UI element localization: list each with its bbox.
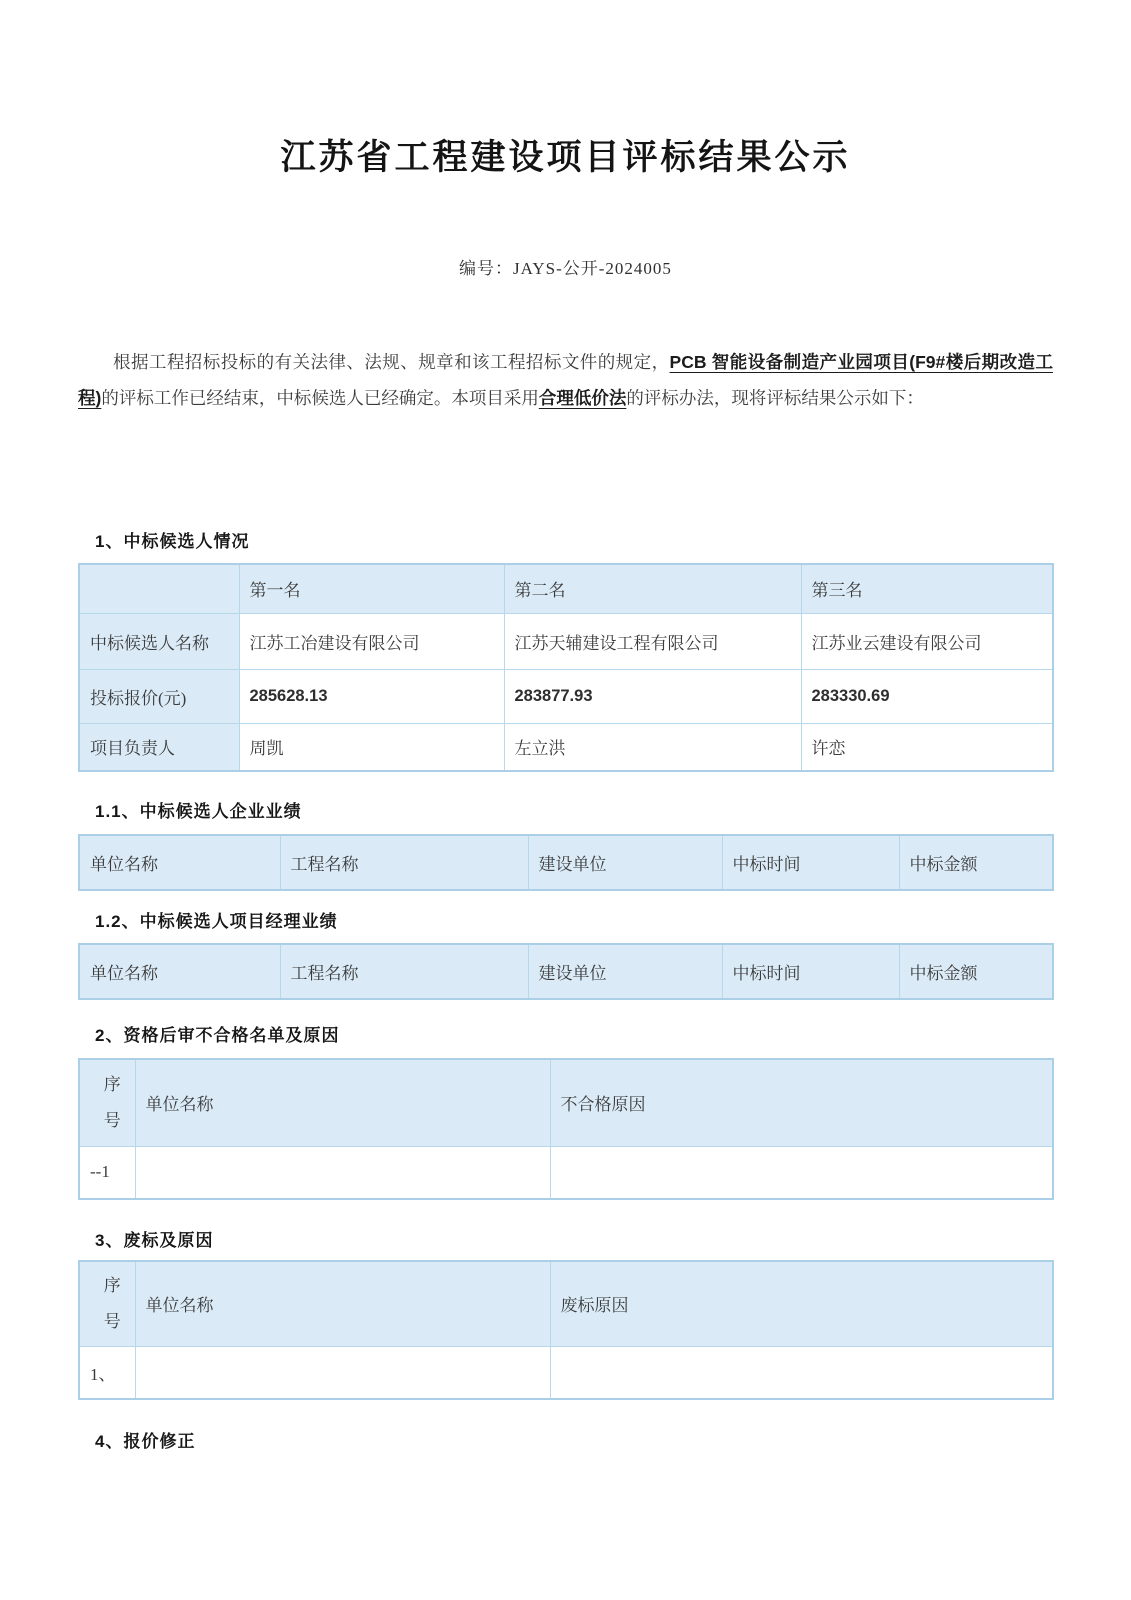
row-label: 项目负责人 xyxy=(79,723,239,771)
unit-name-header: 单位名称 xyxy=(135,1261,550,1346)
intro-paragraph xyxy=(78,344,1053,416)
section-1-heading: 1、中标候选人情况 xyxy=(95,532,250,551)
rank-3-header: 第三名 xyxy=(801,564,1053,613)
unit-name-header: 单位名称 xyxy=(135,1059,550,1146)
candidates-header-row xyxy=(79,564,1053,613)
candidate-1-price: 285628.13 xyxy=(239,669,504,723)
candidate-name-row xyxy=(79,613,1053,669)
disqualify-reason-cell xyxy=(550,1146,1053,1199)
section-1-1-heading: 1.1、中标候选人企业业绩 xyxy=(95,802,302,821)
candidate-3-price: 283330.69 xyxy=(801,669,1053,723)
index-header-label: 序号 xyxy=(103,1075,121,1130)
index-header xyxy=(79,1261,135,1346)
section-1-2-heading: 1.2、中标候选人项目经理业绩 xyxy=(95,912,338,931)
rejected-data-row xyxy=(79,1346,1053,1399)
unit-name-header: 单位名称 xyxy=(79,944,280,999)
manager-performance-header-row xyxy=(79,944,1053,999)
candidate-1-name: 江苏工冶建设有限公司 xyxy=(239,613,504,669)
rank-2-header: 第二名 xyxy=(504,564,801,613)
award-amount-header: 中标金额 xyxy=(899,835,1053,890)
row-label: 投标报价(元) xyxy=(79,669,239,723)
award-time-header: 中标时间 xyxy=(722,944,899,999)
bid-price-row xyxy=(79,669,1053,723)
row-index: --1 xyxy=(79,1146,135,1199)
rejected-bid-table xyxy=(78,1260,1054,1400)
row-label: 中标候选人名称 xyxy=(79,613,239,669)
unit-name-cell xyxy=(135,1346,550,1399)
manager-performance-table xyxy=(78,943,1054,1000)
project-manager-row xyxy=(79,723,1053,771)
construction-unit-header: 建设单位 xyxy=(528,835,722,890)
award-amount-header: 中标金额 xyxy=(899,944,1053,999)
reject-reason-header: 废标原因 xyxy=(550,1261,1053,1346)
intro-text-pre: 根据工程招标投标的有关法律、法规、规章和该工程招标文件的规定， xyxy=(113,352,670,372)
candidate-2-price: 283877.93 xyxy=(504,669,801,723)
enterprise-performance-header-row xyxy=(79,835,1053,890)
serial-number: 编号：JAYS-公开-2024005 xyxy=(459,259,672,278)
intro-text-post: 的评标办法，现将评标结果公示如下： xyxy=(626,388,924,408)
candidate-3-name: 江苏业云建设有限公司 xyxy=(801,613,1053,669)
disqualify-reason-header: 不合格原因 xyxy=(550,1059,1053,1146)
candidate-2-name: 江苏天辅建设工程有限公司 xyxy=(504,613,801,669)
reject-reason-cell xyxy=(550,1346,1053,1399)
evaluation-method: 合理低价法 xyxy=(538,388,627,408)
rank-1-header: 第一名 xyxy=(239,564,504,613)
section-2-heading: 2、资格后审不合格名单及原因 xyxy=(95,1026,340,1045)
award-time-header: 中标时间 xyxy=(722,835,899,890)
candidate-1-manager: 周凯 xyxy=(239,723,504,771)
unit-name-header: 单位名称 xyxy=(79,835,280,890)
candidates-table xyxy=(78,563,1054,772)
rejected-header-row xyxy=(79,1261,1053,1346)
unit-name-cell xyxy=(135,1146,550,1199)
intro-text-mid: 的评标工作已经结束，中标候选人已经确定。本项目采用 xyxy=(101,388,539,408)
project-name: PCB 智能设备制造产业园项目(F9#楼后期改造工程) xyxy=(78,352,1053,408)
row-index: 1、 xyxy=(79,1346,135,1399)
candidate-2-manager: 左立洪 xyxy=(504,723,801,771)
page-title: 江苏省工程建设项目评标结果公示 xyxy=(280,138,851,177)
disqualified-table xyxy=(78,1058,1054,1200)
construction-unit-header: 建设单位 xyxy=(528,944,722,999)
enterprise-performance-table xyxy=(78,834,1054,891)
corner-cell xyxy=(79,564,239,613)
index-header-label: 序号 xyxy=(103,1276,121,1331)
section-4-heading: 4、报价修正 xyxy=(95,1432,196,1451)
candidate-3-manager: 许恋 xyxy=(801,723,1053,771)
disqualified-data-row xyxy=(79,1146,1053,1199)
disqualified-header-row xyxy=(79,1059,1053,1146)
section-3-heading: 3、废标及原因 xyxy=(95,1231,214,1250)
project-name-header: 工程名称 xyxy=(280,835,528,890)
index-header xyxy=(79,1059,135,1146)
project-name-header: 工程名称 xyxy=(280,944,528,999)
